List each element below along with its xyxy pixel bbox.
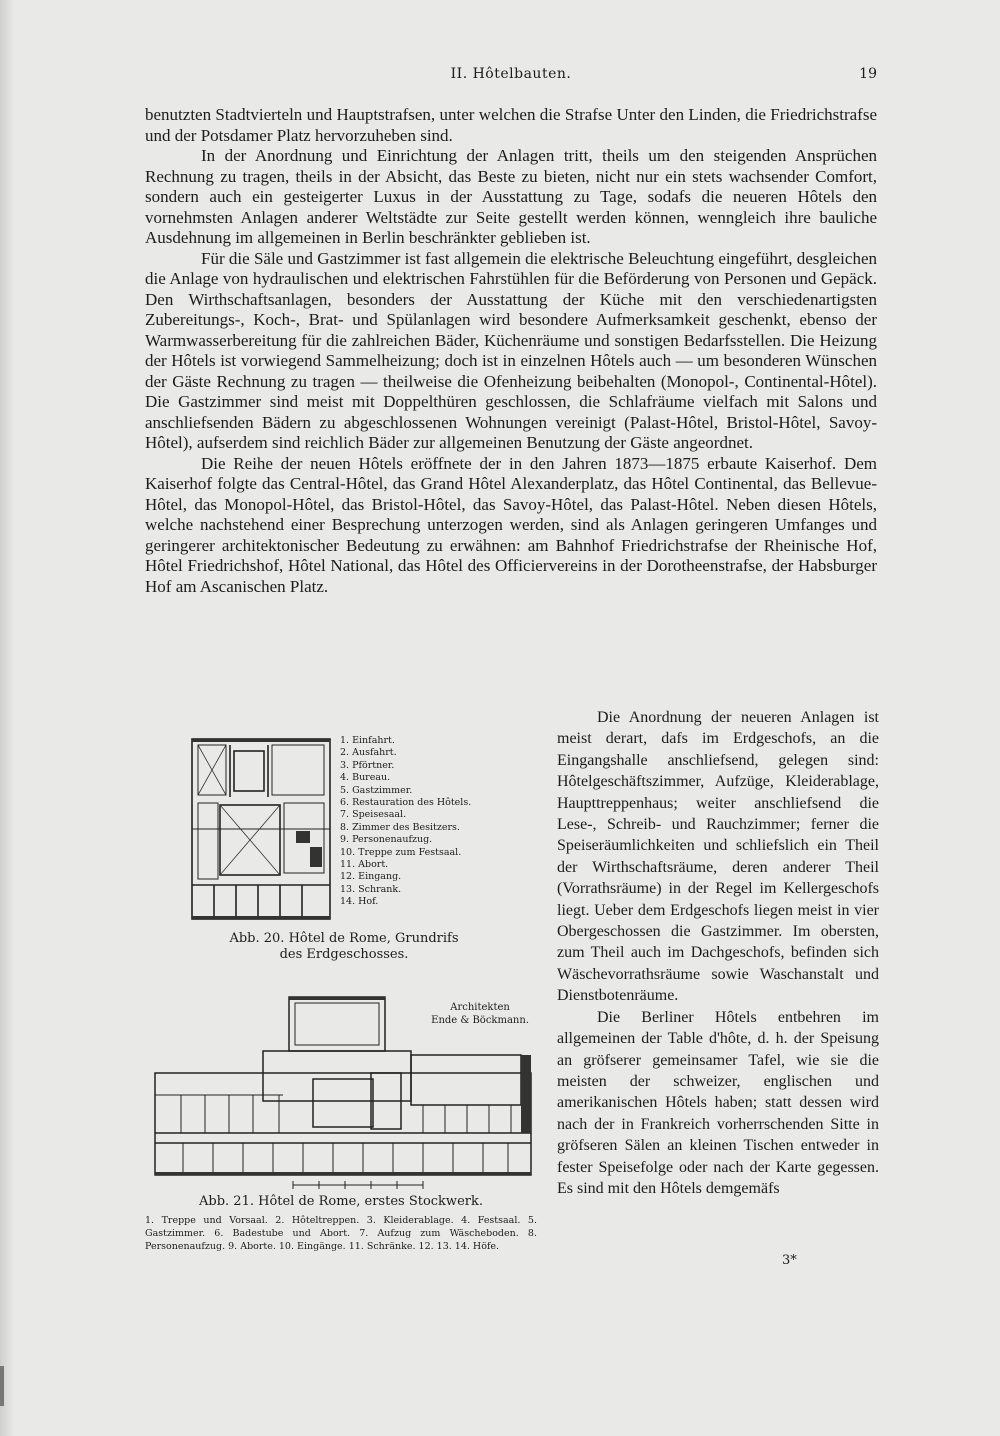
caption-line: Abb. 20. Hôtel de Rome, Grundrifs <box>229 931 459 946</box>
page-header <box>145 66 877 88</box>
paragraph: Die Anordnung der neueren Anlagen ist meist derart, dafs im Erdgeschofs, an die Eingangshalle anschliefsend, gelegen sind: Hôtelgeschäftszimmer, Aufzüge, Kleiderablage, Haupttreppenhaus; weiter anschliefsend die Lese-, Schreib- und Rauchzimmer; ferner die Speiseräumlichkeiten und schliefslich ein Theil der Wirthschaftsräume, deren anderer Theil (Vorrathsräume) in der Regel im Kellergeschofs liegt. Ueber dem Erdgeschofs liegen meist in vier Obergeschossen die Gastzimmer. Im obersten, zum Theil auch im Dachgeschofs, befinden sich Wäschevorrathsräume sowie Waschanstalt und Dienstbotenräume. <box>557 709 879 1005</box>
caption-line: des Erdgeschosses. <box>279 947 409 962</box>
architects-label: Architekten <box>450 1002 510 1013</box>
binding-mark <box>0 1366 4 1406</box>
figure-20-caption <box>204 931 484 963</box>
legend-item: 6. Restauration des Hôtels. <box>340 797 472 809</box>
figure-20-legend <box>340 735 471 909</box>
first-floor-plan <box>153 995 533 1191</box>
figure-21-legend: 1. Treppe und Vorsaal. 2. Hôteltreppen. 3. Kleiderablage. 4. Festsaal. 5. Gastzimmer. 6. Badestube und Abort. 7. Aufzug zum Wäscheboden. 8. Personenaufzug. 9. Aborte. 10. Eingänge. 11. Schränke. 12. 13. 14. Höfe. <box>145 1215 537 1252</box>
paragraph: Für die Säle und Gastzimmer ist fast allgemein die elektrische Beleuchtung eingeführt, desgleichen die Anlage von hydraulischen und elektrischen Fahrstühlen für die Beförderung von Personen und Gepäck. Den Wirthschaftsanlagen, besonders der Ausstattung der Küche mit den verschiedenartigsten Zubereitungs-, Koch-, Brat- und Spülanlagen wird besondere Aufmerksamkeit geschenkt, ebenso der Warmwasserbereitung für die zahlreichen Bäder, Küchenräume und sonstigen Bedarfsstellen. Die Heizung der Hôtels ist vorwiegend Sammelheizung; doch ist in einzelnen Hôtels auch — um besonderen Wünschen der Gäste Rechnung zu tragen — theilweise die Ofenheizung beibehalten (Monopol-, Continental-Hôtel). Die Gastzimmer sind meist mit Doppelthüren geschlossen, die Schlafräume vielfach mit Salons und anschliefsenden Bädern zu abgeschlossenen Wohnungen vereinigt (Palast-Hôtel, Bristol-Hôtel, Savoy-Hôtel), aufserdem sind reichlich Bäder zur allgemeinen Benutzung der Gäste angeordnet. <box>145 248 877 452</box>
paragraph: Die Berliner Hôtels entbehren im allgemeinen der Table d'hôte, d. h. der Speisung an gröfserer gemeinsamer Tafel, wie sie die meisten der schweizer, englischen und amerikanischen Hôtels haben; statt dessen wird nach der in Frankreich vorherrschenden Sitte in gröfseren Sälen an kleinen Tischen entweder in fester Speisefolge oder nach der Karte gegessen. Es sind mit den Hôtels demgemäfs <box>557 1008 879 1197</box>
body-text-top <box>145 105 877 597</box>
body-text-right <box>557 707 879 1199</box>
legend-item: 14. Hof. <box>340 896 379 908</box>
page-edge <box>0 0 14 1436</box>
running-title: II. Hôtelbauten. <box>450 66 572 82</box>
legend-item: 8. Zimmer des Besitzers. <box>340 821 460 833</box>
legend-item: 11. Abort. <box>340 859 389 871</box>
legend-item: 4. Bureau. <box>340 772 391 784</box>
legend-item: 5. Gastzimmer. <box>340 784 413 796</box>
legend-item: 12. Eingang. <box>340 871 402 883</box>
legend-item: 9. Personenaufzug. <box>340 834 433 846</box>
paragraph: Die Reihe der neuen Hôtels eröffnete der in den Jahren 1873—1875 erbaute Kaiserhof. Dem Kaiserhof folgte das Central-Hôtel, das Grand Hôtel Alexanderplatz, das Hôtel Continental, das Bellevue-Hôtel, das Monopol-Hôtel, das Bristol-Hôtel, das Savoy-Hôtel, das Palast-Hôtel. Neben diesen Hôtels, welche nachstehend einer Besprechung unterzogen werden, sind als Anlagen geringeren Umfanges und geringerer architektonischer Bedeutung zu erwähnen: am Bahnhof Friedrichstrafse der Rheinische Hof, Hôtel Friedrichshof, Hôtel National, das Hôtel des Officiervereins in der Dorotheenstrafse, der Habsburger Hof am Ascanischen Platz. <box>145 453 877 596</box>
figure-21-caption: Abb. 21. Hôtel de Rome, erstes Stockwerk. <box>199 1194 483 1209</box>
paragraph: In der Anordnung und Einrichtung der Anlagen tritt, theils um den steigenden Ansprüchen Rechnung zu tragen, theils in der Absicht, das Beste zu bieten, nicht nur ein stets wachsender Comfort, sondern auch ein gesteigerter Luxus in der Ausstattung zu Tage, sodafs die neueren Hôtels den vornehmsten Anlagen anderer Weltstädte zur Seite gestellt werden können, wenngleich ihre bauliche Ausdehnung im allgemeinen in Berlin beschränkter geblieben ist. <box>145 146 877 247</box>
legend-item: 1. Einfahrt. <box>340 735 395 746</box>
legend-item: 13. Schrank. <box>340 883 402 895</box>
paragraph: benutzten Stadtvierteln und Hauptstrafsen, unter welchen die Strafse Unter den Linden, die Friedrichstrafse und der Potsdamer Platz hervorzuheben sind. <box>145 105 877 145</box>
signature-mark: 3* <box>782 1253 797 1268</box>
legend-item: 2. Ausfahrt. <box>340 747 397 759</box>
page-number: 19 <box>859 66 877 82</box>
architects-names: Ende & Böckmann. <box>431 1015 529 1026</box>
legend-item: 10. Treppe zum Festsaal. <box>340 846 462 858</box>
legend-item: 3. Pförtner. <box>340 759 395 771</box>
ground-floor-plan <box>190 735 335 925</box>
legend-item: 7. Speisesaal. <box>340 809 407 821</box>
